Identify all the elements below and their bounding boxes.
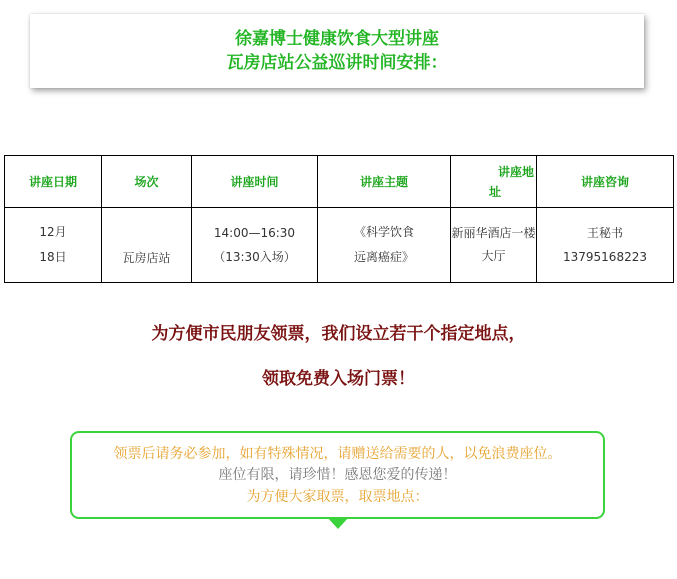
bubble-line2: 座位有限，请珍惜！感恩您爱的传递！ (218, 467, 457, 483)
contact-phone: 13795168223 (563, 250, 647, 264)
header-address-part1: 讲座地 (497, 164, 534, 179)
address-line1: 新丽华酒店一楼 (451, 226, 536, 240)
time-cell (192, 208, 318, 283)
table-row (5, 208, 674, 283)
bubble-line3: 为方便大家取票，取票地点： (246, 489, 429, 505)
address-line2: 大厅 (481, 249, 506, 263)
topic-cell (318, 208, 451, 283)
venue-text: 瓦房店站 (122, 251, 171, 265)
address-cell (451, 208, 537, 283)
bubble-line1: 领票后请务必参加，如有特殊情况，请赠送给需要的人，以免浪费座位。 (113, 446, 562, 462)
event-subtitle: 瓦房店站公益巡讲时间安排： (226, 53, 448, 73)
header-session: 场次 (102, 156, 192, 208)
header-address-part2: 址 (489, 184, 502, 199)
contact-cell (537, 208, 674, 283)
contact-name: 王秘书 (586, 226, 623, 240)
date-day: 18日 (39, 250, 67, 264)
header-contact: 讲座咨询 (537, 156, 674, 208)
time-range: 14:00—16:30 (213, 226, 296, 240)
notice-line1: 为方便市民朋友领票，我们设立若干个指定地点， (151, 324, 526, 344)
header-topic: 讲座主题 (318, 156, 451, 208)
table-header-row (5, 156, 674, 208)
title-card (30, 14, 644, 88)
header-address (451, 156, 537, 208)
info-bubble (70, 431, 605, 519)
topic-line2: 远离癌症》 (353, 250, 414, 264)
topic-line1: 《科学饮食 (353, 225, 414, 239)
bubble-tail-icon (327, 517, 349, 529)
header-time: 讲座时间 (192, 156, 318, 208)
venue-cell (102, 208, 192, 283)
entry-time: （13:30入场） (213, 250, 296, 264)
notice-line2: 领取免费入场门票！ (262, 369, 415, 389)
event-title: 徐嘉博士健康饮食大型讲座 (235, 29, 439, 49)
schedule-table (4, 155, 674, 283)
date-cell (5, 208, 102, 283)
date-month: 12月 (39, 225, 67, 239)
header-date: 讲座日期 (5, 156, 102, 208)
